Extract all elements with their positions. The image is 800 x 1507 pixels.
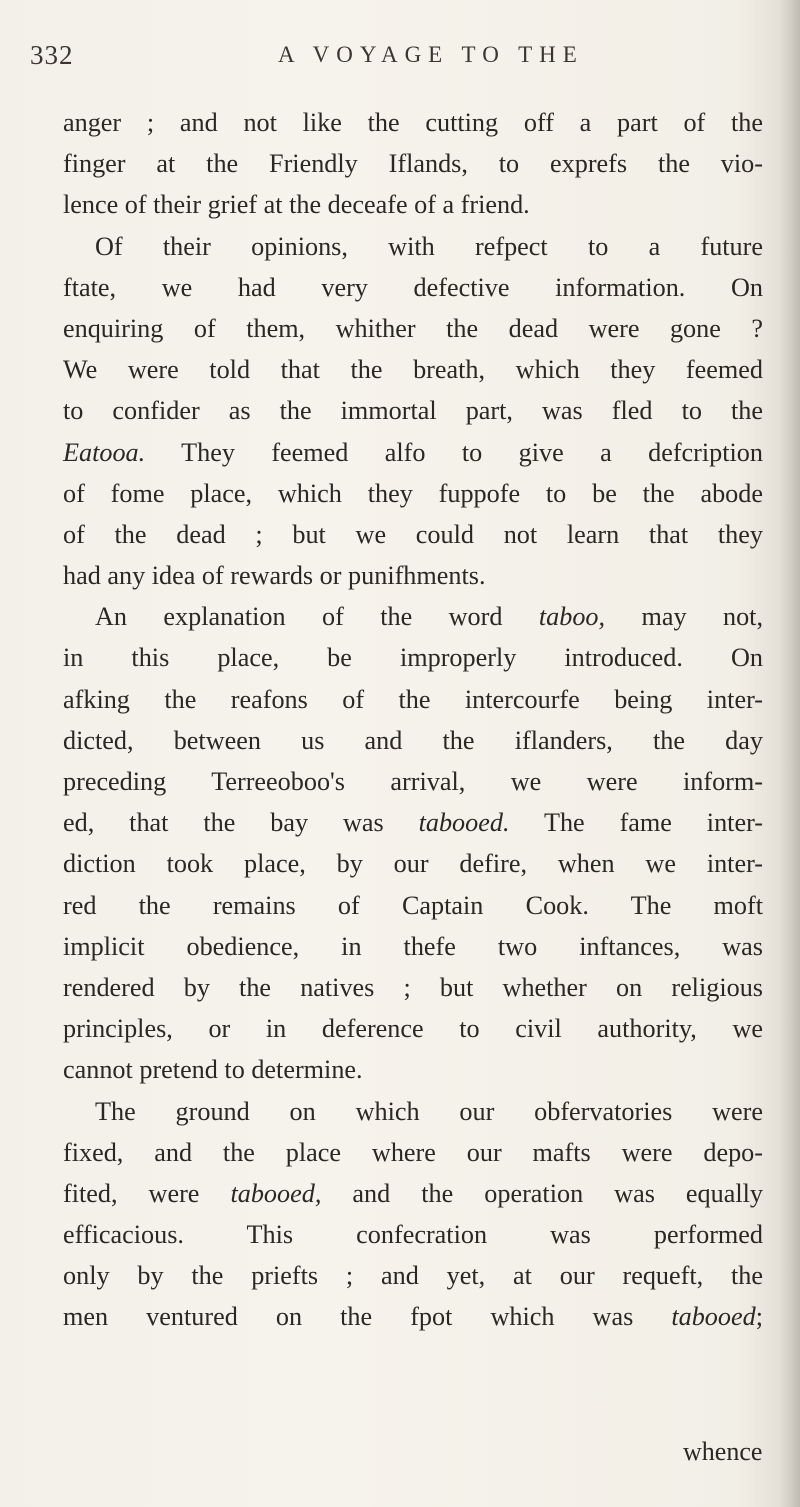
italic-word: Eatooa. [63, 437, 146, 467]
text-line: to confider as the immortal part, was fled to the [63, 396, 763, 426]
text-line: Of their opinions, with refpect to a future [95, 231, 763, 261]
text-line: of the dead ; but we could not learn that they [63, 519, 763, 549]
text-span: ed, that the bay was [63, 808, 384, 838]
text-span: ; [755, 1302, 763, 1332]
text-line: preceding Terreeoboo's arrival, we were inform- [63, 767, 763, 796]
catchword: whence [683, 1437, 763, 1466]
text-line: ftate, we had very defective information. On [63, 272, 763, 302]
text-line: We were told that the breath, which they feemed [63, 355, 763, 385]
text-line [63, 432, 763, 473]
text-line: finger at the Friendly Iflands, to exprefs the vio- [63, 149, 763, 179]
text-line: had any idea of rewards or punifhments. [63, 561, 486, 591]
text-line: enquiring of them, whither the dead were gone ? [63, 313, 763, 343]
text-line: in this place, be improperly introduced. On [63, 643, 763, 673]
text-span: They feemed alfo to give a defcription [181, 437, 763, 467]
text-line: dicted, between us and the iflanders, the day [63, 725, 763, 755]
text-line [63, 596, 763, 637]
text-line: implicit obedience, in thefe two inftances, was [63, 931, 763, 961]
text-line [63, 1296, 763, 1337]
text-span: and the operation was equally [352, 1178, 764, 1208]
text-line [63, 1173, 763, 1214]
text-line: rendered by the natives ; but whether on religious [63, 972, 763, 1002]
text-span: fited, were [63, 1178, 200, 1208]
text-span: The fame inter- [543, 808, 763, 838]
text-span: men ventured on the fpot which was [63, 1302, 634, 1332]
text-line: anger ; and not like the cutting off a part of the [63, 108, 763, 137]
text-line: red the remains of Captain Cook. The moft [63, 890, 763, 920]
text-line [63, 802, 763, 843]
page-header [30, 40, 780, 80]
italic-word: taboo, [538, 602, 606, 632]
page-number: 332 [30, 40, 74, 70]
page-edge-shadow [778, 0, 800, 1507]
text-line: of fome place, which they fuppofe to be the abode [63, 478, 763, 508]
body-text [63, 102, 763, 1338]
italic-word: tabooed [671, 1302, 756, 1332]
text-line: cannot pretend to determine. [63, 1055, 363, 1085]
text-line: only by the priefts ; and yet, at our requeft, the [63, 1261, 763, 1291]
text-span: may not, [641, 602, 764, 632]
running-head: A VOYAGE TO THE [278, 42, 584, 67]
text-line: lence of their grief at the deceafe of a friend. [63, 190, 530, 220]
text-line: diction took place, by our defire, when we inter- [63, 849, 763, 879]
text-line: principles, or in deference to civil authority, we [63, 1014, 763, 1044]
italic-word: tabooed, [230, 1178, 322, 1208]
text-line: fixed, and the place where our mafts were depo- [63, 1137, 763, 1167]
text-line: The ground on which our obfervatories were [95, 1096, 763, 1126]
text-line: efficacious. This confecration was performed [63, 1220, 763, 1250]
italic-word: tabooed. [418, 808, 510, 838]
text-span: An explanation of the word [95, 602, 503, 632]
text-line: afking the reafons of the intercourfe being inter- [63, 684, 763, 714]
